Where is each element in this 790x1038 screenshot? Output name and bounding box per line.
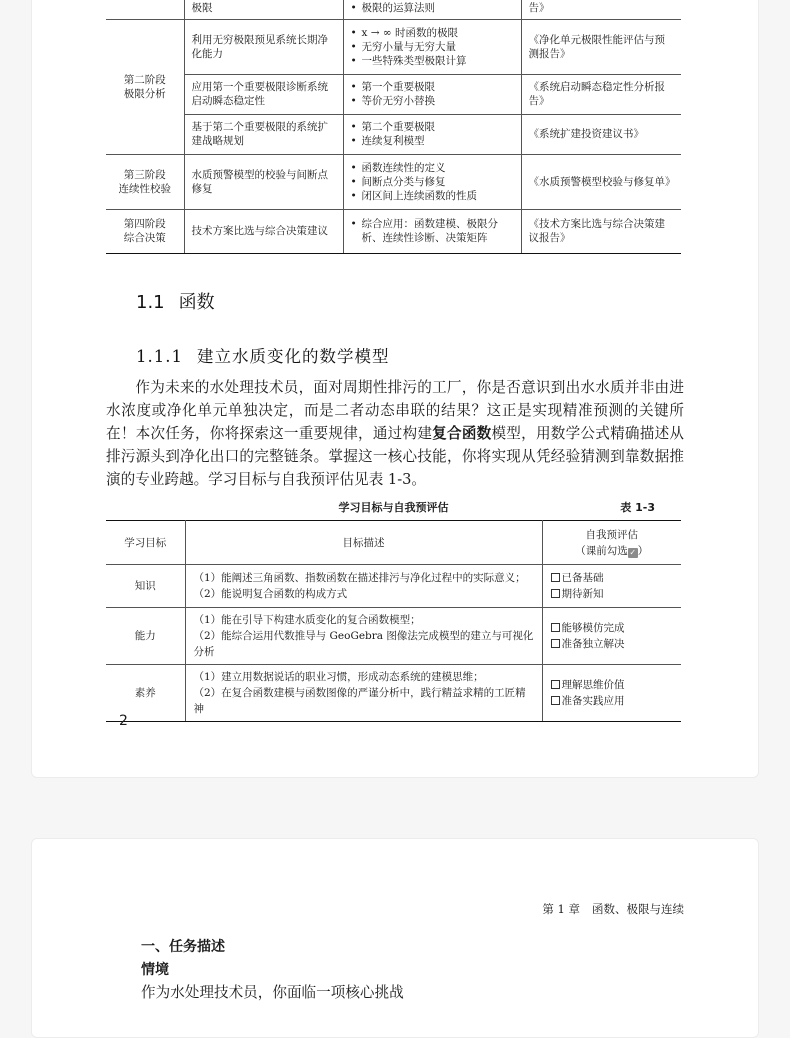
stage-cell: 第四阶段 综合决策 xyxy=(106,209,184,253)
table-row xyxy=(106,154,681,209)
page-number: 2 xyxy=(119,713,128,729)
topic-item: • 第一个重要极限 xyxy=(351,80,514,94)
column-header: 目标描述 xyxy=(185,521,542,565)
stage-cell xyxy=(106,0,184,19)
checkbox-icon[interactable] xyxy=(551,589,560,598)
goal-description: （1）能阐述三角函数、指数函数在描述排污与净化过程中的实际意义； （2）能说明复合函数的构成方式 xyxy=(185,565,542,608)
task-cell: 技术方案比选与综合决策建议 xyxy=(184,209,343,253)
topic-item: • 极限的运算法则 xyxy=(351,1,514,15)
section-heading: 一、任务描述 xyxy=(141,939,225,955)
running-header xyxy=(542,901,684,917)
topic-item: • 综合应用：函数建模、极限分析、连续性诊断、决策矩阵 xyxy=(351,217,514,245)
table-caption xyxy=(106,499,681,517)
deliverable-cell: 告》 xyxy=(521,0,681,19)
document-page xyxy=(31,0,759,778)
topics-cell xyxy=(343,74,521,114)
table-row xyxy=(106,608,681,665)
topics-cell xyxy=(343,114,521,154)
topics-cell xyxy=(343,19,521,74)
checkbox-option[interactable]: 理解思维价值 xyxy=(551,677,674,693)
next-document-page xyxy=(31,838,759,1038)
body-text-partial: 作为水处理技术员，你面临一项核心挑战 xyxy=(141,984,404,1001)
task-cell: 极限 xyxy=(184,0,343,19)
checkbox-icon[interactable] xyxy=(551,573,560,582)
table-row xyxy=(106,665,681,722)
topic-item: • x → ∞ 时函数的极限 xyxy=(351,26,514,40)
deliverable-cell: 《技术方案比选与综合决策建议报告》 xyxy=(521,209,681,253)
topics-cell xyxy=(343,0,521,19)
checkbox-icon[interactable] xyxy=(551,680,560,689)
table-row xyxy=(106,565,681,608)
chapter-title: 函数、极限与连续 xyxy=(592,902,684,916)
checkbox-icon[interactable] xyxy=(551,639,560,648)
task-cell: 应用第一个重要极限诊断系统启动瞬态稳定性 xyxy=(184,74,343,114)
self-assessment xyxy=(542,565,681,608)
topic-item: • 函数连续性的定义 xyxy=(351,161,514,175)
stage-plan-table xyxy=(106,0,681,254)
topics-cell xyxy=(343,154,521,209)
deliverable-cell: 《水质预警模型校验与修复单》 xyxy=(521,154,681,209)
table-row xyxy=(106,0,681,19)
learning-goals-table xyxy=(106,520,681,722)
stage-cell: 第三阶段 连续性校验 xyxy=(106,154,184,209)
checkbox-option[interactable]: 期待新知 xyxy=(551,586,674,602)
topic-item: • 一些特殊类型极限计算 xyxy=(351,54,514,68)
deliverable-cell: 《净化单元极限性能评估与预测报告》 xyxy=(521,19,681,74)
topic-item: • 连续复利模型 xyxy=(351,134,514,148)
subsection-title: 建立水质变化的数学模型 xyxy=(196,347,390,366)
table-number: 表 1-3 xyxy=(620,501,655,514)
task-cell: 水质预警模型的校验与间断点修复 xyxy=(184,154,343,209)
checkbox-option[interactable]: 能够模仿完成 xyxy=(551,620,674,636)
table-row xyxy=(106,114,681,154)
deliverable-cell: 《系统扩建投资建议书》 xyxy=(521,114,681,154)
task-cell: 利用无穷极限预见系统长期净化能力 xyxy=(184,19,343,74)
table-row xyxy=(106,74,681,114)
checkbox-icon[interactable] xyxy=(551,623,560,632)
column-header: 自我预评估 （课前勾选 ✓ ） xyxy=(542,521,681,565)
topics-cell xyxy=(343,209,521,253)
goal-category: 知识 xyxy=(106,565,185,608)
table-row xyxy=(106,19,681,74)
checkbox-option[interactable]: 准备独立解决 xyxy=(551,636,674,652)
topic-item: • 等价无穷小替换 xyxy=(351,94,514,108)
subsection-heading xyxy=(136,343,389,367)
checkbox-icon[interactable] xyxy=(551,696,560,705)
subsection-number: 1.1.1 xyxy=(136,347,183,366)
chapter-number: 第 1 章 xyxy=(542,902,580,916)
table-title: 学习目标与自我预评估 xyxy=(338,501,449,514)
goal-category: 素养 xyxy=(106,665,185,722)
checkbox-option[interactable]: 已备基础 xyxy=(551,570,674,586)
checked-box-icon: ✓ xyxy=(629,547,637,557)
section-title: 函数 xyxy=(178,292,215,313)
checkbox-option[interactable]: 准备实践应用 xyxy=(551,693,674,709)
intro-paragraph: 作为未来的水处理技术员，面对周期性排污的工厂，你是否意识到出水水质并非由进水浓度或净化单元单独决定，而是二者动态串联的结果？这正是实现精准预测的关键所在！本次任务，你将探索这一重要规律，通过构建复合函数模型，用数学公式精确描述从排污源头到净化出口的完整链条。掌握这一核心技能，你将实现从凭经验猜测到靠数据推演的专业跨越。学习目标与自我预评估见表 1-3。 xyxy=(106,379,684,488)
self-assessment xyxy=(542,665,681,722)
column-header: 学习目标 xyxy=(106,521,185,565)
topic-item: • 无穷小量与无穷大量 xyxy=(351,40,514,54)
table-header-row xyxy=(106,521,681,565)
task-cell: 基于第二个重要极限的系统扩建战略规划 xyxy=(184,114,343,154)
section-heading xyxy=(136,288,215,314)
topic-item: • 间断点分类与修复 xyxy=(351,175,514,189)
deliverable-cell: 《系统启动瞬态稳定性分析报告》 xyxy=(521,74,681,114)
goal-category: 能力 xyxy=(106,608,185,665)
section-number: 1.1 xyxy=(136,292,165,313)
topic-item: • 闭区间上连续函数的性质 xyxy=(351,189,514,203)
goal-description: （1）能在引导下构建水质变化的复合函数模型； （2）能综合运用代数推导与 GeoGebra 图像法完成模型的建立与可视化分析 xyxy=(185,608,542,665)
subsection-heading: 情境 xyxy=(141,962,169,978)
goal-description: （1）建立用数据说话的职业习惯，形成动态系统的建模思维； （2）在复合函数建模与函数图像的严谨分析中，践行精益求精的工匠精神 xyxy=(185,665,542,722)
topic-item: • 第二个重要极限 xyxy=(351,120,514,134)
table-row xyxy=(106,209,681,253)
bold-term: 复合函数 xyxy=(432,425,492,442)
stage-cell: 第二阶段 极限分析 xyxy=(106,19,184,154)
self-assessment xyxy=(542,608,681,665)
